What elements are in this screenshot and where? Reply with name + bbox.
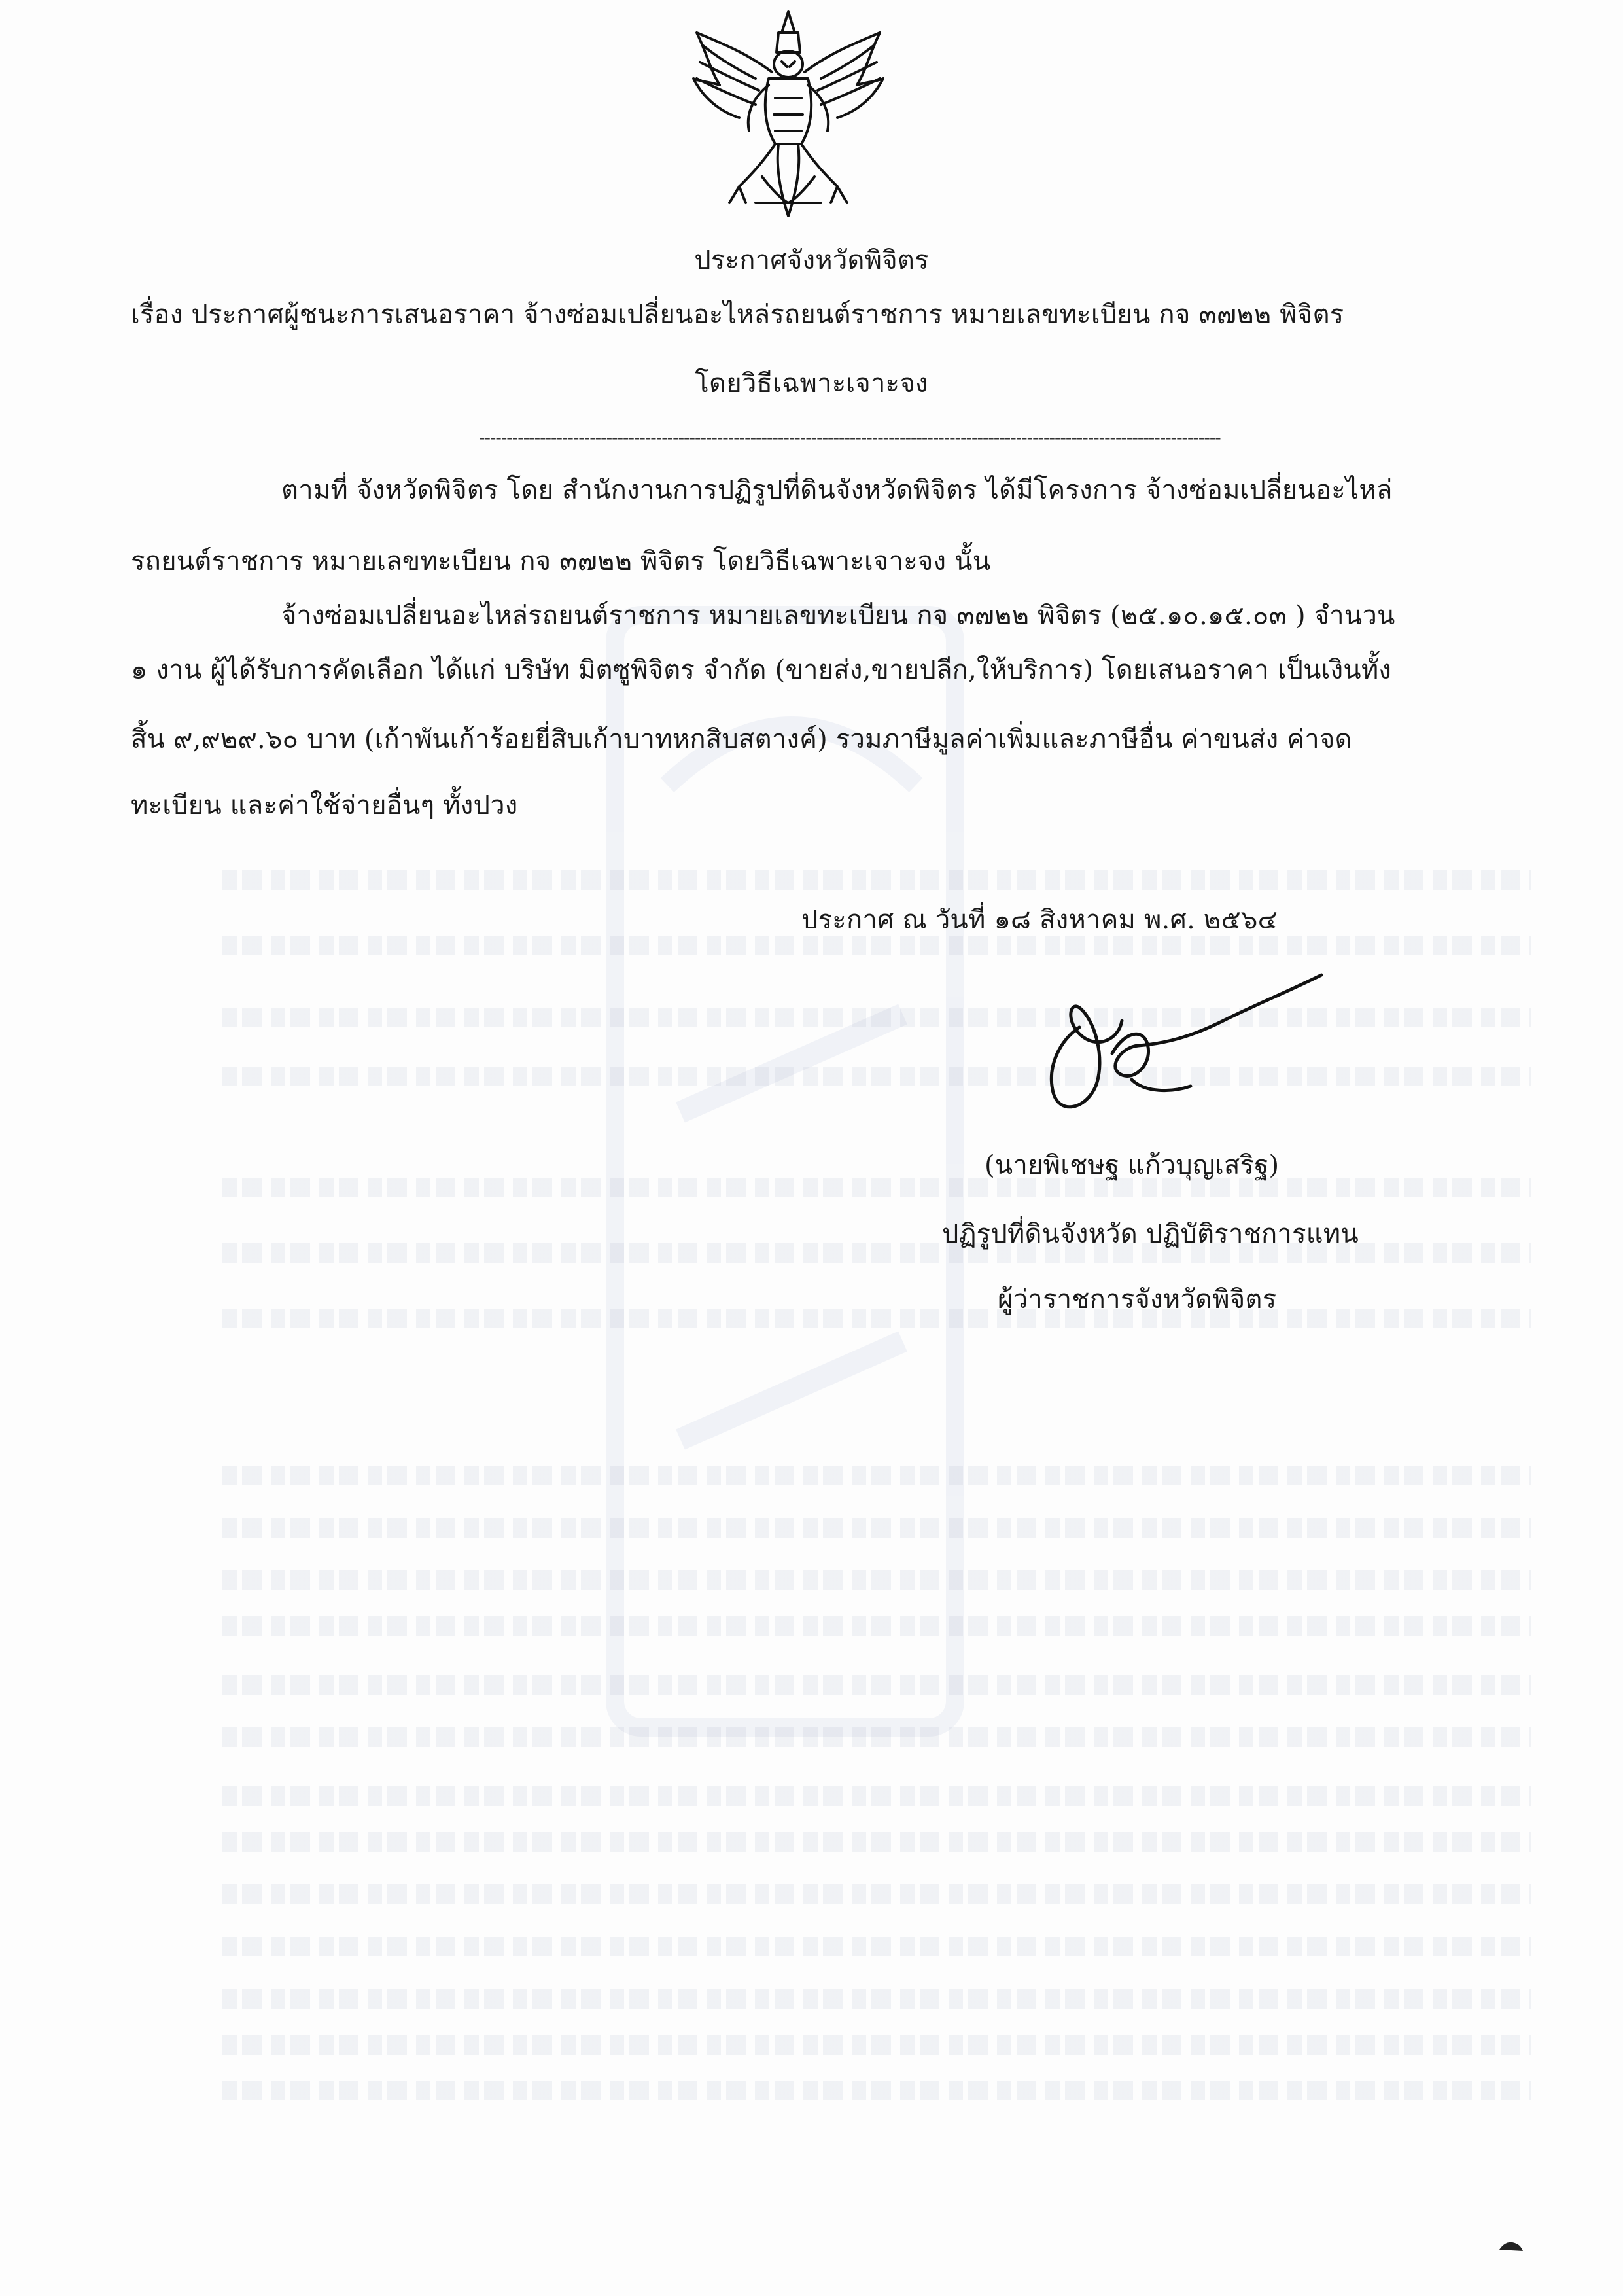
paragraph-line: ทะเบียน และค่าใช้จ่ายอื่นๆ ทั้งปวง — [131, 790, 518, 821]
paragraph-line: ตามที่ จังหวัดพิจิตร โดย สำนักงานการปฏิรูปที่ดินจังหวัดพิจิตร ได้มีโครงการ จ้างซ่อมเปลี่ยนอะไหล่ — [281, 475, 1393, 505]
handwritten-signature-icon — [1034, 968, 1335, 1125]
divider-line: -------------------------------------------------------------------------------------------------------------------------------------- — [479, 427, 1221, 448]
signatory-position: ผู้ว่าราชการจังหวัดพิจิตร — [998, 1284, 1277, 1315]
signatory-position: ปฏิรูปที่ดินจังหวัด ปฏิบัติราชการแทน — [942, 1219, 1359, 1249]
show-through-line — [222, 2035, 1531, 2055]
paragraph-line: จ้างซ่อมเปลี่ยนอะไหล่รถยนต์ราชการ หมายเลขทะเบียน กจ ๓๗๒๒ พิจิตร (๒๕.๑๐.๑๕.๐๓ ) จำนวน — [281, 601, 1395, 631]
paragraph-line: สิ้น ๙,๙๒๙.๖๐ บาท (เก้าพันเก้าร้อยยี่สิบเก้าบาทหกสิบสตางค์) รวมภาษีมูลค่าเพิ่มและภาษีอื่น ค่าขนส่ง ค่าจด — [131, 724, 1352, 754]
document-title: ประกาศจังหวัดพิจิตร — [694, 245, 929, 275]
show-through-line — [222, 1989, 1531, 2009]
paragraph-line: รถยนต์ราชการ หมายเลขทะเบียน กจ ๓๗๒๒ พิจิตร โดยวิธีเฉพาะเจาะจง นั้น — [131, 546, 991, 576]
garuda-emblem-icon — [684, 7, 893, 222]
show-through-line — [222, 1786, 1531, 1806]
signatory-name: (นายพิเชษฐ แก้วบุญเสริฐ) — [985, 1150, 1280, 1180]
show-through-line — [222, 1937, 1531, 1956]
show-through-line — [222, 1884, 1531, 1904]
scan-artifact-icon — [1498, 2238, 1524, 2252]
watermark-ghost-icon — [536, 589, 1047, 1767]
announcement-date: ประกาศ ณ วันที่ ๑๘ สิงหาคม พ.ศ. ๒๕๖๔ — [801, 905, 1278, 935]
document-subject: เรื่อง ประกาศผู้ชนะการเสนอราคา จ้างซ่อมเปลี่ยนอะไหล่รถยนต์ราชการ หมายเลขทะเบียน กจ ๓๗๒๒ พิจิตร — [131, 300, 1344, 330]
procurement-method: โดยวิธีเฉพาะเจาะจง — [695, 368, 928, 398]
show-through-line — [222, 2081, 1531, 2100]
paragraph-line: ๑ งาน ผู้ได้รับการคัดเลือก ได้แก่ บริษัท มิตซูพิจิตร จำกัด (ขายส่ง,ขายปลีก,ให้บริการ) โดยเสนอราคา เป็นเงินทั้ง — [131, 655, 1392, 685]
show-through-line — [222, 1832, 1531, 1852]
